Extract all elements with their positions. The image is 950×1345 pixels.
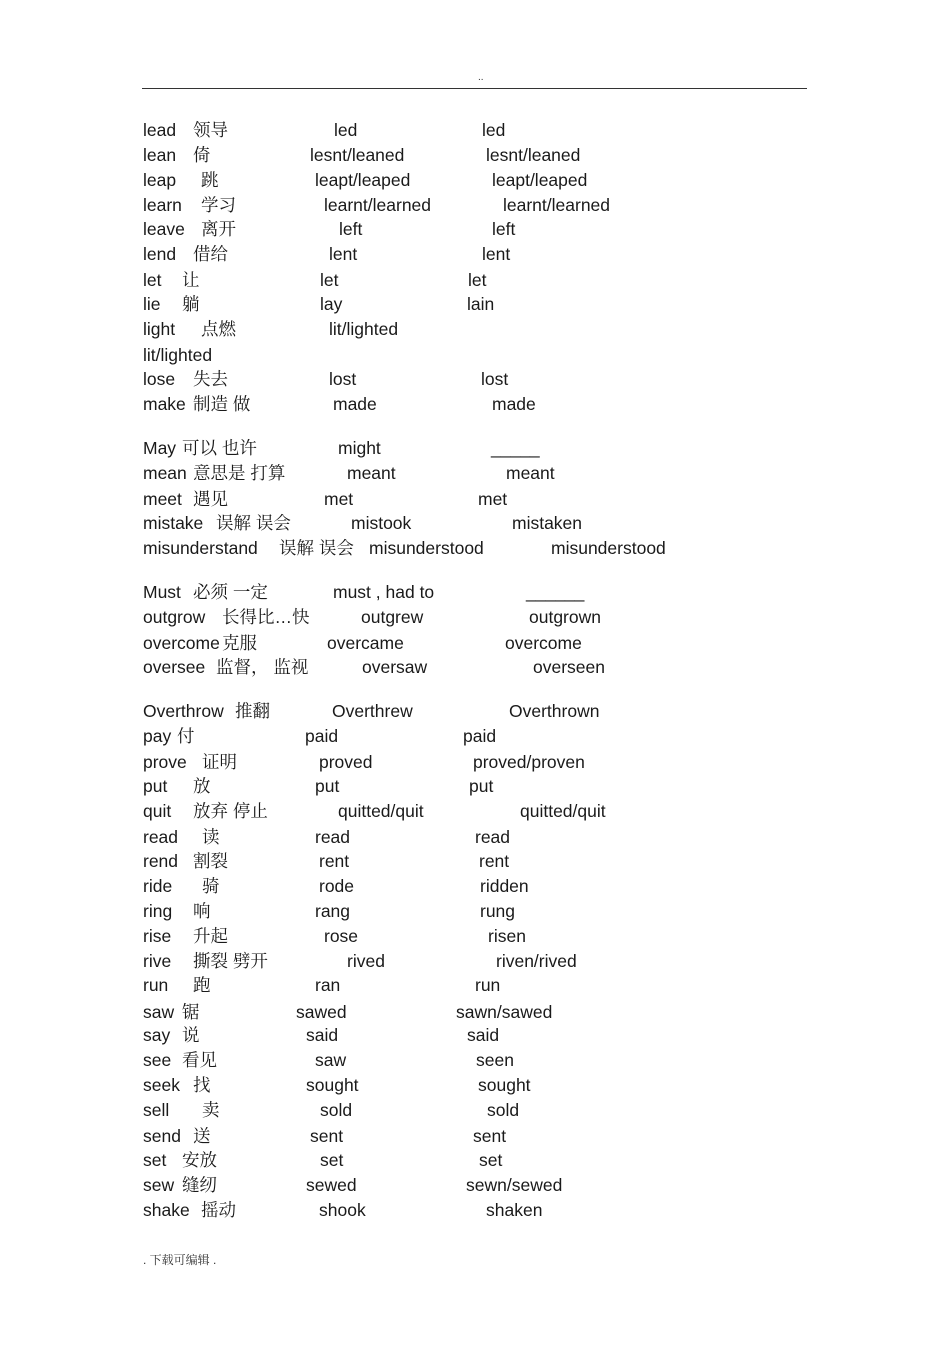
verb-base: rise	[143, 926, 172, 946]
verb-past: sawed	[296, 1002, 347, 1022]
verb-participle: sought	[478, 1075, 531, 1095]
verb-meaning: 意思是 打算	[193, 463, 286, 483]
verb-base: Overthrow	[143, 701, 224, 721]
verb-base: Must	[143, 582, 181, 602]
verb-row	[0, 242, 950, 266]
verb-participle: run	[475, 975, 501, 995]
verb-row	[0, 1000, 950, 1024]
verb-meaning: 响	[193, 901, 211, 921]
verb-meaning: 锯	[182, 1002, 200, 1022]
verb-base: lit/lighted	[143, 345, 213, 365]
verb-base: ride	[143, 876, 173, 896]
verb-past: sent	[310, 1126, 344, 1146]
verb-meaning: 必须 一定	[193, 582, 268, 602]
verb-base: outgrow	[143, 607, 206, 627]
verb-meaning: 失去	[193, 369, 228, 389]
verb-row	[0, 924, 950, 948]
verb-meaning: 卖	[202, 1100, 220, 1120]
verb-meaning: 跑	[193, 975, 211, 995]
verb-meaning: 长得比…快	[222, 607, 310, 627]
verb-base: lie	[143, 294, 161, 314]
verb-meaning: 制造 做	[193, 394, 251, 414]
verb-meaning: 安放	[182, 1150, 217, 1170]
verb-participle: seen	[476, 1050, 514, 1070]
verb-past: said	[306, 1025, 339, 1045]
verb-meaning: 放弃 停止	[193, 801, 268, 821]
verb-base: shake	[143, 1200, 190, 1220]
verb-past: paid	[305, 726, 339, 746]
verb-participle: meant	[506, 463, 555, 483]
verb-participle: met	[478, 489, 508, 509]
verb-base: saw	[143, 1002, 175, 1022]
verb-meaning: 误解 误会	[279, 538, 354, 558]
verb-past: misunderstood	[369, 538, 484, 558]
verb-base: rend	[143, 851, 179, 871]
verb-participle: set	[479, 1150, 503, 1170]
verb-row	[0, 168, 950, 192]
verb-participle: lent	[482, 244, 511, 264]
verb-participle: misunderstood	[551, 538, 666, 558]
verb-participle: sewn/sewed	[466, 1175, 563, 1195]
verb-base: run	[143, 975, 169, 995]
verb-participle: lain	[467, 294, 495, 314]
verb-participle: _____	[491, 438, 540, 458]
verb-participle: lesnt/leaned	[486, 145, 581, 165]
verb-past: might	[338, 438, 381, 458]
verb-participle: outgrown	[529, 607, 601, 627]
verb-participle: said	[467, 1025, 500, 1045]
verb-past: let	[320, 270, 339, 290]
verb-meaning: 克服	[222, 633, 257, 653]
verb-base: see	[143, 1050, 172, 1070]
verb-participle: paid	[463, 726, 497, 746]
verb-past: sewed	[306, 1175, 357, 1195]
verb-base: mean	[143, 463, 187, 483]
verb-row	[0, 973, 950, 997]
verb-participle: mistaken	[512, 513, 583, 533]
verb-row	[0, 1124, 950, 1148]
verb-row	[0, 268, 950, 292]
verb-past: sought	[306, 1075, 359, 1095]
verb-row	[0, 292, 950, 316]
verb-base: leap	[143, 170, 177, 190]
verb-past: rang	[315, 901, 351, 921]
verb-base: let	[143, 270, 162, 290]
verb-past: lay	[320, 294, 343, 314]
verb-row	[0, 655, 950, 679]
verb-participle: made	[492, 394, 536, 414]
verb-past: led	[334, 120, 358, 140]
verb-participle: read	[475, 827, 511, 847]
verb-row	[0, 487, 950, 511]
verb-row	[0, 605, 950, 629]
verb-participle: Overthrown	[509, 701, 600, 721]
verb-participle: ridden	[480, 876, 529, 896]
verb-base: rive	[143, 951, 172, 971]
verb-participle: put	[469, 776, 494, 796]
verb-past: oversaw	[362, 657, 428, 677]
verb-past: outgrew	[361, 607, 424, 627]
verb-base: learn	[143, 195, 182, 215]
verb-meaning: 可以 也许	[182, 438, 257, 458]
verb-base: light	[143, 319, 176, 339]
verb-row	[0, 118, 950, 142]
verb-base: seek	[143, 1075, 180, 1095]
verb-meaning: 骑	[202, 876, 220, 896]
verb-row	[0, 1073, 950, 1097]
verb-past: rived	[347, 951, 385, 971]
verb-past: meant	[347, 463, 396, 483]
verb-row	[0, 367, 950, 391]
header-mark: ..	[478, 72, 484, 83]
verb-row	[0, 899, 950, 923]
verb-past: lesnt/leaned	[310, 145, 405, 165]
verb-meaning: 证明	[202, 752, 237, 772]
verb-meaning: 撕裂 劈开	[193, 951, 268, 971]
verb-past: read	[315, 827, 351, 847]
verb-past: rose	[324, 926, 359, 946]
verb-meaning: 领导	[193, 120, 228, 140]
verb-row	[0, 1048, 950, 1072]
verb-participle: let	[468, 270, 487, 290]
verb-row	[0, 1148, 950, 1172]
verb-row	[0, 724, 950, 748]
verb-meaning: 看见	[182, 1050, 217, 1070]
verb-meaning: 跳	[201, 170, 219, 190]
verb-base: May	[143, 438, 177, 458]
verb-base: lead	[143, 120, 177, 140]
footer-note: . 下载可编辑 .	[143, 1253, 217, 1267]
verb-meaning: 缝纫	[182, 1175, 217, 1195]
verb-row	[0, 392, 950, 416]
verb-participle: rung	[480, 901, 516, 921]
verb-row	[0, 799, 950, 823]
verb-meaning: 找	[193, 1075, 211, 1095]
verb-meaning: 说	[182, 1025, 200, 1045]
verb-base: lean	[143, 145, 177, 165]
verb-base: lose	[143, 369, 176, 389]
verb-row	[0, 774, 950, 798]
verb-meaning: 让	[182, 270, 200, 290]
verb-meaning: 离开	[201, 219, 236, 239]
verb-past: met	[324, 489, 354, 509]
verb-base: mistake	[143, 513, 204, 533]
verb-row	[0, 580, 950, 604]
verb-past: left	[339, 219, 363, 239]
verb-meaning: 摇动	[201, 1200, 236, 1220]
verb-meaning: 点燃	[201, 319, 236, 339]
verb-row	[0, 461, 950, 485]
verb-row	[0, 511, 950, 535]
verb-meaning: 误解 误会	[216, 513, 291, 533]
verb-past: shook	[319, 1200, 366, 1220]
verb-row	[0, 217, 950, 241]
verb-row	[0, 143, 950, 167]
verb-past: proved	[319, 752, 373, 772]
verb-base: quit	[143, 801, 172, 821]
verb-meaning: 放	[193, 776, 211, 796]
verb-past: rode	[319, 876, 355, 896]
verb-base: leave	[143, 219, 185, 239]
verb-past: rent	[319, 851, 350, 871]
verb-participle: led	[482, 120, 506, 140]
verb-participle: sent	[473, 1126, 507, 1146]
verb-row	[0, 343, 950, 367]
verb-meaning: 割裂	[193, 851, 228, 871]
verb-past: ran	[315, 975, 341, 995]
verb-base: misunderstand	[143, 538, 258, 558]
verb-meaning: 遇见	[193, 489, 228, 509]
verb-meaning: 升起	[193, 926, 228, 946]
verb-meaning: 付	[177, 726, 195, 746]
verb-row	[0, 849, 950, 873]
verb-base: make	[143, 394, 186, 414]
verb-base: overcome	[143, 633, 220, 653]
verb-participle: proved/proven	[473, 752, 585, 772]
verb-base: pay	[143, 726, 172, 746]
verb-past: put	[315, 776, 340, 796]
verb-participle: left	[492, 219, 516, 239]
verb-base: ring	[143, 901, 173, 921]
verb-row	[0, 1023, 950, 1047]
verb-meaning: 借给	[193, 244, 228, 264]
verb-row	[0, 436, 950, 460]
verb-past: sold	[320, 1100, 353, 1120]
verb-participle: overseen	[533, 657, 605, 677]
verb-meaning: 学习	[201, 195, 236, 215]
verb-meaning: 倚	[193, 145, 211, 165]
verb-past: lost	[329, 369, 357, 389]
verb-past: quitted/quit	[338, 801, 424, 821]
verb-participle: sawn/sawed	[456, 1002, 553, 1022]
verb-row	[0, 1098, 950, 1122]
verb-base: sell	[143, 1100, 170, 1120]
verb-past: mistook	[351, 513, 412, 533]
verb-meaning: 读	[202, 827, 220, 847]
verb-past: saw	[315, 1050, 347, 1070]
verb-participle: ______	[526, 582, 585, 602]
verb-row	[0, 1173, 950, 1197]
verb-meaning: 送	[193, 1126, 211, 1146]
verb-past: leapt/leaped	[315, 170, 411, 190]
verb-past: lent	[329, 244, 358, 264]
verb-row	[0, 949, 950, 973]
verb-row	[0, 825, 950, 849]
verb-row	[0, 536, 950, 560]
verb-past: made	[333, 394, 377, 414]
verb-participle: risen	[488, 926, 526, 946]
verb-base: read	[143, 827, 179, 847]
verb-participle: shaken	[486, 1200, 543, 1220]
verb-row	[0, 1198, 950, 1222]
verb-meaning: 监督， 监视	[216, 657, 309, 677]
verb-base: lend	[143, 244, 177, 264]
verb-past: must , had to	[333, 582, 435, 602]
verb-meaning: 推翻	[235, 701, 270, 721]
verb-participle: overcome	[505, 633, 582, 653]
verb-base: prove	[143, 752, 187, 772]
verb-row	[0, 631, 950, 655]
verb-meaning: 躺	[182, 294, 200, 314]
verb-participle: lost	[481, 369, 509, 389]
verb-participle: quitted/quit	[520, 801, 606, 821]
verb-past: lit/lighted	[329, 319, 399, 339]
verb-row	[0, 874, 950, 898]
verb-past: overcame	[327, 633, 404, 653]
verb-row	[0, 699, 950, 723]
verb-participle: sold	[487, 1100, 520, 1120]
verb-base: oversee	[143, 657, 206, 677]
verb-participle: leapt/leaped	[492, 170, 588, 190]
verb-past: set	[320, 1150, 344, 1170]
verb-participle: rent	[479, 851, 510, 871]
verb-past: learnt/learned	[324, 195, 432, 215]
verb-base: send	[143, 1126, 181, 1146]
verb-row	[0, 193, 950, 217]
verb-past: Overthrew	[332, 701, 413, 721]
verb-base: say	[143, 1025, 171, 1045]
verb-participle: learnt/learned	[503, 195, 611, 215]
verb-base: put	[143, 776, 168, 796]
verb-row	[0, 750, 950, 774]
verb-base: set	[143, 1150, 167, 1170]
verb-base: meet	[143, 489, 182, 509]
verb-row	[0, 317, 950, 341]
verb-base: sew	[143, 1175, 175, 1195]
verb-participle: riven/rived	[496, 951, 577, 971]
